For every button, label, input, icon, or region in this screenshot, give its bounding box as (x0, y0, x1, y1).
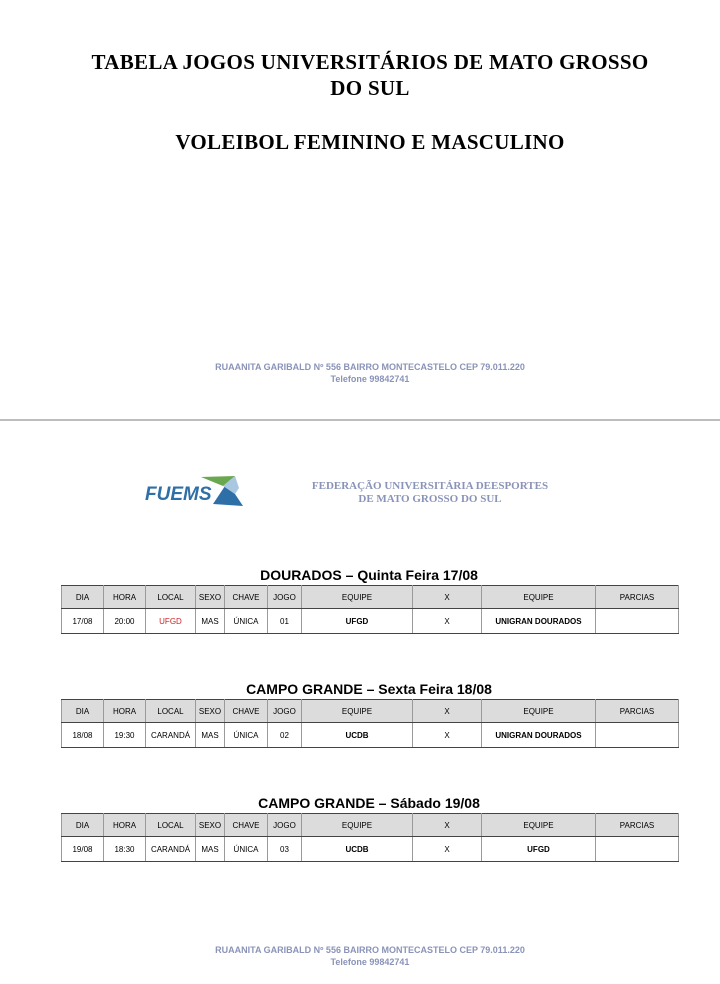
cell-chave: ÚNICA (225, 609, 268, 634)
table-row (62, 837, 679, 862)
games-table-campo-grande-sexta (61, 699, 679, 748)
games-table-campo-grande-sabado (61, 813, 679, 862)
col-parcias: PARCIAS (596, 586, 679, 609)
col-equipe-2: EQUIPE (482, 814, 596, 837)
federation-name (285, 480, 575, 506)
col-dia: DIA (62, 700, 104, 723)
col-jogo: JOGO (268, 586, 302, 609)
cover-title-line2: DO SUL (330, 76, 410, 100)
games-table-dourados (61, 585, 679, 634)
col-equipe-2: EQUIPE (482, 700, 596, 723)
table-row (62, 723, 679, 748)
footer-address: RUAANITA GARIBALD Nº 556 BAIRRO MONTECASTELO CEP 79.011.220 (215, 945, 525, 955)
col-hora: HORA (104, 814, 146, 837)
cell-parcias (596, 837, 679, 862)
cell-parcias (596, 609, 679, 634)
federation-line1: FEDERAÇÃO UNIVERSITÁRIA DEESPORTES (311, 480, 549, 492)
footer-address: RUAANITA GARIBALD Nº 556 BAIRRO MONTECASTELO CEP 79.011.220 (215, 362, 525, 372)
col-chave: CHAVE (225, 814, 268, 837)
cell-equipe-2: UNIGRAN DOURADOS (482, 723, 596, 748)
cell-x: X (413, 723, 482, 748)
cell-local: CARANDÁ (146, 723, 196, 748)
cell-x: X (413, 837, 482, 862)
cover-subtitle: VOLEIBOL FEMININO E MASCULINO (175, 130, 565, 154)
page1-footer (150, 361, 590, 385)
fuems-logo-graphic (143, 474, 247, 508)
col-x: X (413, 700, 482, 723)
col-sexo: SEXO (196, 700, 225, 723)
col-dia: DIA (62, 586, 104, 609)
cell-jogo: 01 (268, 609, 302, 634)
page2-footer (150, 944, 590, 968)
col-equipe-1: EQUIPE (302, 814, 413, 837)
cell-hora: 19:30 (104, 723, 146, 748)
cell-dia: 19/08 (62, 837, 104, 862)
section-title-dourados: DOURADOS – Quinta Feira 17/08 (260, 567, 478, 583)
cell-jogo: 02 (268, 723, 302, 748)
cover-title (40, 49, 700, 101)
cell-equipe-1: UCDB (302, 723, 413, 748)
col-x: X (413, 814, 482, 837)
table-row (62, 609, 679, 634)
col-hora: HORA (104, 700, 146, 723)
col-dia: DIA (62, 814, 104, 837)
col-equipe-2: EQUIPE (482, 586, 596, 609)
col-sexo: SEXO (196, 586, 225, 609)
table-header-row (62, 700, 679, 723)
cell-equipe-1: UCDB (302, 837, 413, 862)
cell-equipe-2: UFGD (482, 837, 596, 862)
table-header-row (62, 814, 679, 837)
cell-chave: ÚNICA (225, 723, 268, 748)
col-chave: CHAVE (225, 700, 268, 723)
col-local: LOCAL (146, 700, 196, 723)
col-sexo: SEXO (196, 814, 225, 837)
logo-text: FUEMS (145, 484, 212, 505)
col-x: X (413, 586, 482, 609)
col-jogo: JOGO (268, 700, 302, 723)
footer-phone: Telefone 99842741 (330, 374, 410, 384)
page-divider (0, 419, 720, 421)
col-hora: HORA (104, 586, 146, 609)
cell-local: UFGD (146, 609, 196, 634)
col-parcias: PARCIAS (596, 700, 679, 723)
cell-hora: 18:30 (104, 837, 146, 862)
col-jogo: JOGO (268, 814, 302, 837)
cell-parcias (596, 723, 679, 748)
cell-sexo: MAS (196, 723, 225, 748)
cell-dia: 17/08 (62, 609, 104, 634)
col-equipe-1: EQUIPE (302, 700, 413, 723)
cell-chave: ÚNICA (225, 837, 268, 862)
col-equipe-1: EQUIPE (302, 586, 413, 609)
cell-local: CARANDÁ (146, 837, 196, 862)
cell-sexo: MAS (196, 609, 225, 634)
cell-equipe-1: UFGD (302, 609, 413, 634)
section-title-campo-grande-sexta: CAMPO GRANDE – Sexta Feira 18/08 (246, 681, 492, 697)
cell-sexo: MAS (196, 837, 225, 862)
col-local: LOCAL (146, 814, 196, 837)
footer-phone: Telefone 99842741 (330, 957, 410, 967)
cell-x: X (413, 609, 482, 634)
cover-title-line1: TABELA JOGOS UNIVERSITÁRIOS DE MATO GROSSO (91, 50, 649, 74)
cell-jogo: 03 (268, 837, 302, 862)
cell-equipe-2: UNIGRAN DOURADOS (482, 609, 596, 634)
col-chave: CHAVE (225, 586, 268, 609)
section-title-campo-grande-sabado: CAMPO GRANDE – Sábado 19/08 (258, 795, 480, 811)
col-parcias: PARCIAS (596, 814, 679, 837)
federation-line2: DE MATO GROSSO DO SUL (358, 493, 502, 505)
fuems-logo (143, 474, 247, 508)
cell-dia: 18/08 (62, 723, 104, 748)
table-header-row (62, 586, 679, 609)
cell-hora: 20:00 (104, 609, 146, 634)
col-local: LOCAL (146, 586, 196, 609)
